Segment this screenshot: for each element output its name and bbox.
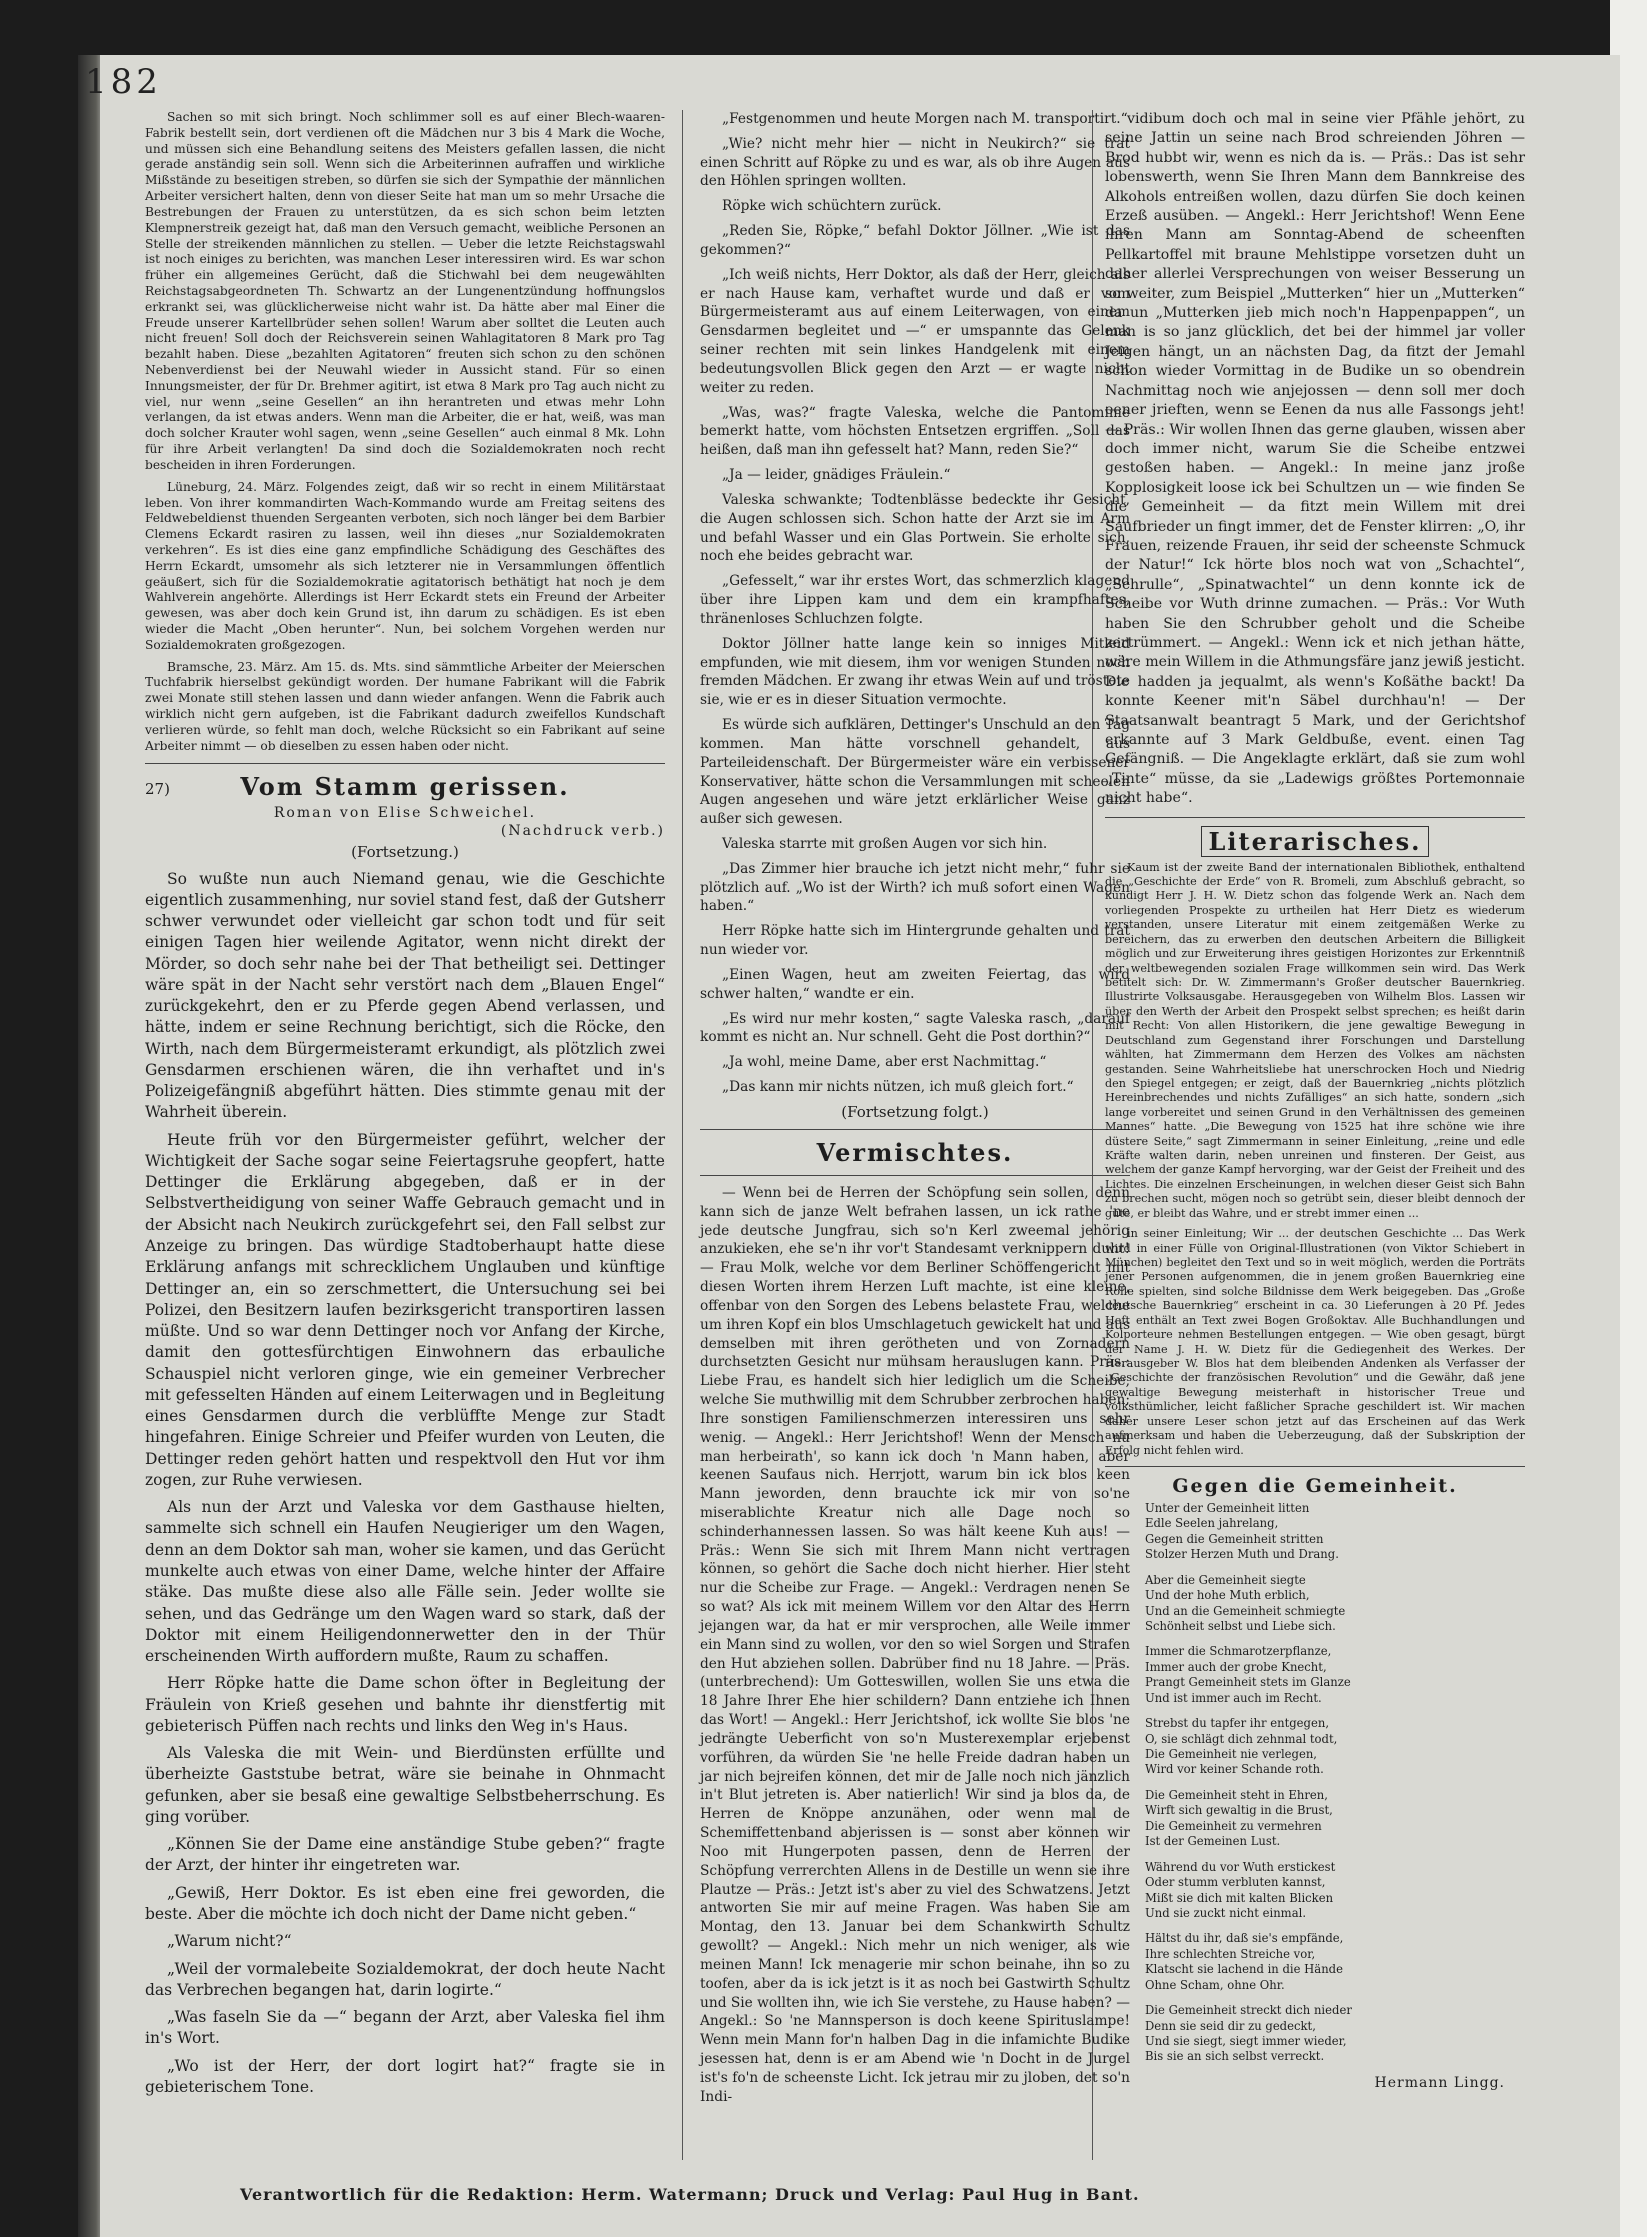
serial-paragraph: „Gewiß, Herr Doktor. Es ist eben eine frei geworden, die beste. Aber die möchte ich doch nicht der Dame nicht geben.“: [145, 1883, 665, 1923]
serial-text: [145, 869, 665, 2099]
poem-line: Schönheit selbst und Liebe sich.: [1145, 1618, 1336, 1633]
to-be-continued: (Fortsetzung folgt.): [841, 1102, 989, 1121]
poem-line: Edle Seelen jahrelang,: [1145, 1516, 1279, 1531]
separator: [1105, 1466, 1525, 1467]
serial-header: [145, 772, 665, 861]
poem-line: Und der hohe Muth erblich,: [1145, 1588, 1310, 1603]
separator: [145, 763, 665, 764]
serial-paragraph: Es würde sich aufklären, Dettinger's Unschuld an den Tag kommen. Man hätte vorschnell gehandelt, aus Parteileidenschaft. Der Bürgermeister wäre ein verbissener Konservativer, hätte schon die Versammlungen mit scheelen Augen angesehen und wäre jetzt erklärlicher Weise ganz außer sich gewesen.: [700, 717, 1130, 828]
poem-line: Bis sie an sich selbst verreckt.: [1145, 2049, 1325, 2064]
serial-paragraph: Valeska schwankte; Todtenblässe bedeckte ihr Gesicht, die Augen schlossen sich. Schon hatte der Arzt sie im Arm und befahl Wasser und ein Glas Portwein. Sie erholte sich, noch ehe beides gebracht war.: [700, 491, 1130, 565]
poem-line: Immer auch der grobe Knecht,: [1145, 1659, 1327, 1674]
poem-title: Gegen die Gemeinheit.: [1172, 1474, 1458, 1497]
poem-line: Und ist immer auch im Recht.: [1145, 1690, 1322, 1705]
poem-stanza: [1145, 1644, 1525, 1706]
local-news: [145, 110, 665, 755]
serial-paragraph: „Festgenommen und heute Morgen nach M. transportirt.“: [722, 111, 1128, 127]
poem-line: Wirft sich gewaltig in die Brust,: [1145, 1803, 1333, 1818]
news-bramsche: Bramsche, 23. März. Am 15. ds. Mts. sind sämmtliche Arbeiter der Meierschen Tuchfabrik hierselbst gekündigt worden. Der humane Fabrikant will die Fabrik zwei Monate still stehen lassen und dann wieder anfangen. Wenn die Fabrik auch wirklich nicht gern aufgeben, ist die Fabrikant dadurch zweifellos Kundschaft verlieren würde, so fehlt man doch, welche Rücksicht so ein Fabrikant auf seine Arbeiter nimmt — ob dieselben zu essen haben oder nicht.: [145, 659, 665, 753]
poem-line: Ist der Gemeinen Lust.: [1145, 1834, 1281, 1849]
poem-stanza: [1145, 1501, 1525, 1563]
poem-line: Die Gemeinheit streckt dich nieder: [1145, 2003, 1352, 2018]
poem-line: Ihre schlechten Streiche vor,: [1145, 1946, 1316, 1961]
serial-paragraph: „Es wird nur mehr kosten,“ sagte Valeska rasch, „darauf kommt es nicht an. Nur schnell. Geht die Post dorthin?“: [700, 1010, 1130, 1046]
section-title-vermischtes: Vermischtes.: [816, 1137, 1014, 1167]
serial-paragraph: „Was, was?“ fragte Valeska, welche die Pantomime bemerkt hatte, vom höchsten Entsetzen ergriffen. „Soll das heißen, daß man ihn gefesselt hat? Mann, reden Sie?“: [700, 404, 1130, 459]
serial-paragraph: „Ich weiß nichts, Herr Doktor, als daß der Herr, gleich als er nach Hause kam, verhaftet wurde und daß er vom Bürgermeisteramt aus auf einem Leiterwagen, von einem Gensdarmen begleitet und —“ er umspannte das Gelenk seiner rechten mit sein linkes Handgelenk mit einem bedeutungsvollen Blick gegen den Arzt — er wagte nicht weiter zu reden.: [700, 266, 1130, 396]
poem-line: Und sie zuckt nicht einmal.: [1145, 1905, 1307, 1920]
column-1: [145, 110, 665, 2104]
poem-line: Mißt sie dich mit kalten Blicken: [1145, 1890, 1334, 1905]
serial-paragraph: Röpke wich schüchtern zurück.: [722, 198, 942, 215]
news-paragraph: Sachen so mit sich bringt. Noch schlimmer soll es auf einer Blech-waaren-Fabrik bestellt sein, dort verdienen oft die Mädchen nur 3 bis 4 Mark die Woche, und müssen sich eine Behandlung seitens des Meisters gefallen lassen, die nicht gerade anständig sein soll. Wenn sich die Arbeiterinnen aufraffen und wirkliche Mißstände zu beseitigen streben, so dürfen sie sich der Sympathie der männlichen Arbeiter versichert halten, denn von dieser Seite hat man um so mehr Ursache die Bestrebungen der Frauen zu unterstützen, da es sich schon beim letzten Klempnerstreik gezeigt hat, daß man den Versuch gemacht, weibliche Personen an Stelle der streikenden männlichen zu stellen. — Ueber die letzte Reichstagswahl ist noch einiges zu berichten, was manchen Leser interessiren wird. Es war schon früher ein allgemeines Gerücht, daß die Stichwahl bei dem neugewählten Reichstagsabgeordneten Th. Schwartz an der Lungenentzündung hoffnungslos erkrankt sei, was glücklicherweise nicht wahr ist. Da hätte aber mal Einer die Freude unserer Kartellbrüder sehen sollen! Warum aber solltet die Leuten auch nicht freuen! Soll doch der Reichsverein seinen Wahlagitatoren 8 Mark pro Tag bezahlt haben. Diese „bezahlten Agitatoren“ freuten sich schon zu den schönen Nebenverdienst bei der Neuwahl wieder in Aussicht stand. Für so einen Innungsmeister, der für Dr. Brehmer agitirt, ist etwa 8 Mark pro Tag auch nicht zu viel, nur wenn „seine Gesellen“ an ihn herantreten und etwas mehr Lohn verlangen, da ist etwas anders. Wenn man die Arbeiter, die er hat, weiß, was man doch solcher Krauter wohl sagen, wenn „seine Gesellen“ auch einmal 8 Mk. Lohn für ihre Arbeit verlangten! Da sind doch die Sozialdemokraten noch recht bescheiden in ihren Forderungen.: [145, 110, 665, 472]
serial-paragraph: „Gefesselt,“ war ihr erstes Wort, das schmerzlich klagend über ihre Lippen kam und dem ein krampfhaftes, thränenloses Schluchzen folgte.: [700, 573, 1130, 627]
poem-stanza: [1145, 1788, 1525, 1850]
literature-review: [1105, 861, 1525, 1458]
literature-paragraph: in seiner Einleitung; Wir ... der deutschen Geschichte ... Das Werk wird in einer Fülle von Original-Illustrationen (von Viktor Schiebert in München) begleitet den Text und so in weit möglich, werden die Porträts jener Personen aufgenommen, die in jenem großen Bauernkrieg eine Rolle spielten, sind solche Bildnisse dem Werk beigegeben. Das „Große deutsche Bauernkrieg“ erscheint in ca. 30 Lieferungen à 20 Pf. Jedes Heft enthält an Text zwei Bogen Großoktav. Alle Buchhandlungen und Kolporteure nehmen Bestellungen entgegen. — Wie oben gesagt, bürgt der Name J. H. W. Dietz für die Gediegenheit des Werkes. Der Herausgeber W. Blos hat dem bleibenden Andenken als Verfasser der „Geschichte der französischen Revolution“ und die Gewähr, daß jene gewaltige Bewegung meisterhaft in historischer Treue und volksthümlicher, leicht faßlicher Sprache geschildert ist. Wir machen daher unsere Leser schon jetzt auf das Erscheinen auf das Werk aufmerksam und haben die Ueberzeugung, daß der Subskription der Erfolg nicht fehlen wird.: [1105, 1227, 1525, 1457]
serial-paragraph: So wußte nun auch Niemand genau, wie die Geschichte eigentlich zusammenhing, nur soviel stand fest, daß der Gutsherr schwer verwundet oder vielleicht gar schon todt und für seit einigen Tagen hier weilende Agitator, wenn nicht direkt der Mörder, so doch sehr nahe bei der That betheiligt sei. Dettinger wäre spät in der Nacht sehr verstört nach dem „Blauen Engel“ zurückgekehrt, den er zu Pferde gegen Abend verlassen, und hätte, indem er seine Rechnung berichtigt, sich die Röcke, den Wirth, nach dem Bürgermeisteramt erkundigt, als plötzlich zwei Gensdarmen erschienen wären, die ihn verhaftet und in's Polizeigefängniß abgeführt hätten. Dies stimmte genau mit der Wahrheit überein.: [145, 869, 665, 1122]
poem-line: O, sie schlägt dich zehnmal todt,: [1145, 1731, 1338, 1746]
separator: [700, 1129, 1130, 1130]
serial-paragraph: „Das Zimmer hier brauche ich jetzt nicht mehr,“ fuhr sie plötzlich auf. „Wo ist der Wirth? ich muß sofort einen Wagen haben.“: [700, 860, 1130, 915]
poem-stanza: [1145, 2003, 1525, 2065]
poem-line: Die Gemeinheit zu vermehren: [1145, 1818, 1322, 1833]
poem-stanza: [1145, 1716, 1525, 1778]
poem-line: Während du vor Wuth erstickest: [1145, 1859, 1336, 1874]
serial-paragraph: „Ja wohl, meine Dame, aber erst Nachmittag.“: [722, 1054, 1047, 1071]
poem-line: Oder stumm verbluten kannst,: [1145, 1875, 1326, 1890]
serial-paragraph: „Was faseln Sie da —“ begann der Arzt, aber Valeska fiel ihm in's Wort.: [145, 2008, 665, 2048]
continuation-note: (Fortsetzung.): [351, 842, 459, 861]
poem-author: Hermann Lingg.: [1374, 2074, 1505, 2091]
serial-paragraph: „Wo ist der Herr, der dort logirt hat?“ fragte sie in gebieterischem Tone.: [145, 2056, 665, 2096]
serial-paragraph: „Warum nicht?“: [167, 1932, 292, 1951]
serial-paragraph: „Ja — leider, gnädiges Fräulein.“: [722, 467, 951, 484]
poem: [1145, 1501, 1525, 2065]
poem-line: Die Gemeinheit nie verlegen,: [1145, 1747, 1317, 1762]
serial-subtitle: Roman von Elise Schweichel.: [273, 804, 537, 821]
serial-paragraph: Valeska starrte mit großen Augen vor sich hin.: [722, 835, 1048, 852]
column-rule: [682, 110, 683, 2160]
serial-number: 27): [145, 779, 170, 798]
column-2: [700, 110, 1130, 2113]
separator: [700, 1175, 1130, 1176]
poem-line: Aber die Gemeinheit siegte: [1145, 1572, 1306, 1587]
literature-paragraph: Kaum ist der zweite Band der internationalen Bibliothek, enthaltend die „Geschichte der Erde“ von R. Bromeli, zum Abschluß gebracht, so kündigt Herr J. H. W. Dietz schon das folgende Werk an. Nach dem vorliegenden Prospekte zu urtheilen hat Herr Dietz es wiederum verstanden, unsere Literatur mit einem zeitgemäßen Werke zu bereichern, das zu erwerben den deutschen Arbeitern die Billigkeit möglich und zur Erweiterung ihres geistigen Horizontes zur Erkenntniß der weltbewegenden sozialen Frage willkommen sein wird. Das Werk betitelt sich: Dr. W. Zimmermann's Großer deutscher Bauernkrieg. Illustrirte Volksausgabe. Herausgegeben von Wilhelm Blos. Lassen wir über den Werth der Arbeit den Prospekt selbst sprechen; es heißt darin mit Recht: Von allen Historikern, die jene gewaltige Bewegung in Deutschland zum Gegenstand ihrer Forschungen und Darstellung wählten, hat Zimmermann dem Herzen des Volkes am nächsten gestanden. Seine Wahrheitsliebe hat unerschrocken Hoch und Niedrig den Spiegel entgegen; er zeigt, daß der Bauernkrieg „nichts plötzlich Hereinbrechendes und nichts Zufälliges“ an sich hatte, sondern „sich lange vorbereitet und seinen Grund in den Verhältnissen des gemeinen Mannes“ hatte. „Die Bewegung von 1525 hat ihre schöne wie ihre düstere Seite,“ sagt Zimmermann in seiner Einleitung, „reine und edle Kräfte walten darin, neben unreinen und finsteren. Der Geist, aus welchem der ganze Kampf hervorging, war der Geist der Freiheit und des Lichtes. Die einzelnen Erscheinungen, in welchen dieser Geist sich Bahn zu brechen sucht, mögen noch so getrübt sein, dieser bleibt dennoch der gute, er bleibt das Wahre, und er strebt immer einen ...: [1105, 860, 1525, 1220]
serial-paragraph: „Können Sie der Dame eine anständige Stube geben?“ fragte der Arzt, der hinter ihr eingetreten war.: [145, 1835, 665, 1875]
poem-line: Unter der Gemeinheit litten: [1145, 1500, 1310, 1515]
serial-paragraph: Doktor Jöllner hatte lange kein so inniges Mitleid empfunden, wie mit diesem, ihm vor wenigen Stunden noch fremden Mädchen. Er zwang ihr etwas Wein auf und tröstete sie, wie er es in dieser Situation vermochte.: [700, 635, 1130, 709]
news-lueneburg: Lüneburg, 24. März. Folgendes zeigt, daß wir so recht in einem Militärstaat leben. Von ihrer kommandirten Wach-Kommando wurde am Freitag seitens des Feldwebeldienst thuenden Sergeanten verboten, sich noch länger bei dem Barbier Clemens Eckardt rasiren zu lassen, weil ihn dieses „nur Sozialdemokraten verkehren“. Es ist dies eine ganz empfindliche Schädigung des Geschäftes des Herrn Eckardt, umsomehr als sich letzterer nie in Versammlungen öffentlich geäußert, sich für die Sozialdemokratie agitatorisch bethätigt hat noch je dem Wahlverein angehörte. Allerdings ist Herr Eckardt stets ein Freund der Arbeiter gewesen, was aber doch kein Grund ist, ihn darum zu schädigen. Es ist eben wieder die Macht „Oben herunter“. Nun, bei solchem Vorgehen werden nur Sozialdemokraten großgezogen.: [145, 479, 665, 652]
poem-line: Und an die Gemeinheit schmiegte: [1145, 1603, 1346, 1618]
poem-line: Immer die Schmarotzerpflanze,: [1145, 1644, 1332, 1659]
poem-line: Stolzer Herzen Muth und Drang.: [1145, 1547, 1339, 1562]
serial-text-continued: [700, 110, 1130, 1121]
poem-line: Die Gemeinheit steht in Ehren,: [1145, 1787, 1328, 1802]
serial-paragraph: „Weil der vormalebeite Sozialdemokrat, der doch heute Nacht das Verbrechen begangen hat, darin logirte.“: [145, 1959, 665, 1999]
poem-line: Prangt Gemeinheit stets im Glanze: [1145, 1675, 1351, 1690]
column-3: [1105, 110, 1525, 2091]
misc-article-continued: vidibum doch och mal in seine vier Pfähle jehört, zu seine Jattin un seine nach Brod schreienden Jöhren — Brod hubbt wir, wenn es nich da is. — Präs.: Das ist sehr lobenswerth, wenn Sie Ihren Mann dem Bannkreise des Alkohols entreißen wollen, dazu dürfen Sie doch keinen Erzeß ausüben. — Angekl.: Herr Jerichtshof! Wenn Eene ihren Mann am Sonntag-Abend de scheenften Pellkartoffel mit braune Mehlstippe vorsetzen duht un daher allerlei Versprechungen von weiser Besserung un so weiter, zum Beispiel „Mutterken“ hier un „Mutterken“ da un „Mutterken jieb mich noch'n Happenpappen“, un man is so janz glücklich, det bei der himmel jar voller Jeigen hängt, un an nächsten Dag, da fitzt der Jemahl schon wieder Vormittag in de Budike un so obendrein Nachmittag noch wie anjejossen — denn soll mer doch eener jrieften, wenn se Eenen da nus alle Fassongs jeht! — Präs.: Wir wollen Ihnen das gerne glauben, wissen aber doch immer nicht, warum Sie die Scheibe entzwei gestoßen haben. — Angekl.: In meine janz jroße Kopplosigkeit loose ick bei Schultzen un — wie finden Se die Gemeinheit — da fitzt mein Willem mit drei Saufbrieder un fingt immer, det de Fenster klirren: „O, ihr Frauen, reizende Frauen, ihr seid der scheenste Schmuck der Natur!“ Ick hörte blos noch wat von „Schachtel“, „Schrulle“, „Spinatwachtel“ un denn konnte ick de Scheibe vor Wuth drinne zumachen. — Präs.: Vor Wuth haben Sie den Schrubber geholt und die Scheibe zertrümmert. — Angekl.: Wenn ick et nich jethan hätte, wäre mein Willem in die Athmungsfäre janz jewiß jesticht. Die hadden ja jequalmt, als wenn's Koßäthe backt! Da konnte Keener mit'n Säbel durchhau'n! — Der Staatsanwalt beantragt 5 Mark, und der Gerichtshof erkannte auf 3 Mark Geldbuße, event. einen Tag Gefängniß. — Die Angeklagte erklärt, daß sie zum wohl „Tinte“ müsse, da sie „Ladewigs größtes Portemonnaie nicht habe“.: [1105, 111, 1526, 807]
misc-article: — Wenn bei de Herren der Schöpfung sein sollen, denn kann sich de janze Welt befrahen lassen, un ick rathe 'ne jede deutsche Jungfrau, sich so'n Kerl zweemal jehörig anzukieken, ehe se'n ihr vor't Standesamt verknippern duht! — Frau Molk, welche vor dem Berliner Schöffengericht mit diesen Worten ihrem Herzen Luft machte, ist eine kleine, offenbar von den Sorgen des Lebens belastete Frau, welche um ihren Kopf ein blos Umschlagetuch gewickelt hat und aus demselben mit ihren gerötheten und von Zornadern durchsetzten Gesicht nur mühsam herauslugen kann. Präs.: Liebe Frau, es handelt sich hier lediglich um die Scheibe, welche Sie muthwillig mit dem Schrubber zerbrochen haben; Ihre sonstigen Familienschmerzen interessiren uns sehr wenig. — Angekl.: Herr Jerichtshof! Wenn der Mensch nu man herbeirath', so kann ick doch 'n Mann haben, aber keenen Saufaus nich. Herrjott, warum bin ick blos keen Mann jeworden, denn brauchte ick mir von so'ne miserablichte Kreatur nich alle Dage noch so schinderhannessen lassen. So was hält keene Kuh aus! — Präs.: Wenn Sie sich mit Ihrem Mann nicht vertragen können, so gehört die Sache doch nicht hierher. Hier steht nur die Scheibe zur Frage. — Angekl.: Verdragen nenen Se so wat? Als ick mit meinem Willem vor den Altar des Herrn jejangen war, da hat er mir versprochen, alle Weile immer ein Mann sind zu wollen, vor den so wiel Sorgen und Strafen den Hut abziehen sollen. Dabrüber find nu 18 Jahre. — Präs. (unterbrechend): Um Gotteswillen, wollen Sie uns etwa die 18 Jahre Ihrer Ehe hier schildern? Dann entziehe ich Ihnen das Wort! — Angekl.: Herr Jerichtshof, ick wollte Sie blos 'ne jedrängte Ueberficht von so'n Musterexemplar erjebenst vorführen, da würden Sie 'ne helle Freide dadran haben un jar nich bejreifen können, det mir de Jalle noch nich jänzlich in't Blut jetreten is. Aber natierlich! Wir sind ja blos da, de Herren de Knöppe anzunähen, oder wenn mal de Schemiffettenband abjerissen is — sonst aber können wir Noo mit Hungerpoten passen, denn de Herren der Schöpfung verrerchten Allens in de Destille un wenn sie ihre Plautze — Präs.: Jetzt ist's aber zu viel des Schwatzens. Jetzt antworten Sie mir auf meine Fragen. Was haben Sie am Montag, den 13. Januar bei dem Schankwirth Schultz gewollt? — Angekl.: Nich mehr un nich weniger, als wie meinen Mann! Ick menagerie mir schon beinahe, ihn so zu toofen, aber da is ick jetzt is it as noch bei Gastwirth Schultz und Sie wollten ihn, wie ich Sie verstehe, zu Hause haben? — Angekl.: So 'ne Mannsperson is doch keene Spirituslampe! Wenn mein Mann for'n halben Dag in die infamichte Budike jesessen hat, denn is er am Abend wie 'n Docht in de Jurgel ist's fo'n de scheenste Licht. Ick jetrau mir zu jloben, det so'n Indi-: [700, 1184, 1130, 2105]
poem-stanza: [1145, 1931, 1525, 1993]
poem-line: Ohne Scham, ohne Ohr.: [1145, 1977, 1285, 1992]
poem-line: Hältst du ihr, daß sie's empfände,: [1145, 1931, 1344, 1946]
serial-paragraph: „Das kann mir nichts nützen, ich muß gleich fort.“: [722, 1079, 1074, 1096]
serial-paragraph: „Einen Wagen, heut am zweiten Feiertag, das wird schwer halten,“ wandte er ein.: [700, 966, 1130, 1002]
serial-paragraph: Als nun der Arzt und Valeska vor dem Gasthause hielten, sammelte sich schnell ein Haufen Neugieriger um den Wagen, denn an dem Doktor sah man, woher sie kamen, und das Gerücht munkelte auch etwas von einer Dame, welche hinter der Affaire stäke. Das mußte diese also alle Fälle sein. Jeder wollte sie sehen, und das Gedränge um den Wagen ward so stark, daß der Doktor mit einem Heiligendonnerwetter den in der Thür erscheinenden Wirth auffordern mußte, Raum zu schaffen.: [145, 1498, 665, 1666]
serial-title: Vom Stamm gerissen.: [240, 771, 570, 801]
poem-line: Wird vor keiner Schande roth.: [1145, 1762, 1324, 1777]
poem-line: Klatscht sie lachend in die Hände: [1145, 1962, 1343, 1977]
poem-line: Und sie siegt, siegt immer wieder,: [1145, 2034, 1347, 2049]
reprint-note: (Nachdruck verb.): [500, 822, 665, 839]
imprint-footer: Verantwortlich für die Redaktion: Herm. Watermann; Druck und Verlag: Paul Hug in Bant.: [240, 2185, 1140, 2204]
serial-paragraph: „Wie? nicht mehr hier — nicht in Neukirch?“ sie trat einen Schritt auf Röpke zu und es war, als ob ihre Augen aus den Höhlen springen wollten.: [700, 135, 1130, 190]
section-title-literarisches: Literarisches.: [1105, 826, 1525, 857]
poem-line: Gegen die Gemeinheit stritten: [1145, 1531, 1324, 1546]
poem-stanza: [1145, 1573, 1525, 1635]
serial-paragraph: Heute früh vor den Bürgermeister geführt, welcher der Wichtigkeit der Sache sogar seine Feiertagsruhe geopfert, hatte Dettinger die Erklärung abgegeben, daß er in der Selbstvertheidigung von seiner Waffe Gebrauch gemacht und in der Absicht nach Neukirch zurückgefehrt sei, den Fall selbst zur Anzeige zu bringen. Das würdige Stadtoberhaupt hatte diese Erklärung anfangs mit schrecklichem Unglauben und künftige Dettinger an, ein so zerschmettert, die Untersuchung sei bei Polizei, den Besitzern laufen bezirksgericht transportiren lassen müßte. Und so war denn Dettinger noch vor Anfang der Kirche, damit den gottesfürchtigen Einwohnern das erbauliche Schauspiel nicht verloren ginge, wie ein gemeiner Verbrecher mit gefesselten Händen auf einem Leiterwagen und in Begleitung eines Gensdarmen durch die verblüffte Menge zur Stadt hingefahren. Einige Schreier und Pfeifer wurden von Leuten, die Dettinger reden gehört hatten und respektvoll den Hut vor ihm zogen, zur Ruhe verwiesen.: [145, 1130, 665, 1489]
serial-paragraph: Herr Röpke hatte die Dame schon öfter in Begleitung der Fräulein von Krieß gesehen und bahnte ihr dienstfertig mit gebieterisch Püffen nach rechts und links den Weg in's Haus.: [145, 1674, 665, 1735]
poem-line: Denn sie seid dir zu gedeckt,: [1145, 2018, 1316, 2033]
serial-paragraph: Herr Röpke hatte sich im Hintergrunde gehalten und trat nun wieder vor.: [700, 923, 1130, 959]
poem-stanza: [1145, 1860, 1525, 1922]
serial-paragraph: Als Valeska die mit Wein- und Bierdünsten erfüllte und überheizte Gaststube betrat, wäre sie beinahe in Ohnmacht gefunken, aber sie besaß eine gewaltige Selbstbeherrschung. Es ging vorüber.: [145, 1744, 665, 1826]
poem-line: Strebst du tapfer ihr entgegen,: [1145, 1716, 1330, 1731]
page-number: 182: [85, 62, 162, 102]
separator: [1105, 817, 1525, 818]
serial-paragraph: „Reden Sie, Röpke,“ befahl Doktor Jöllner. „Wie ist das gekommen?“: [700, 223, 1130, 258]
